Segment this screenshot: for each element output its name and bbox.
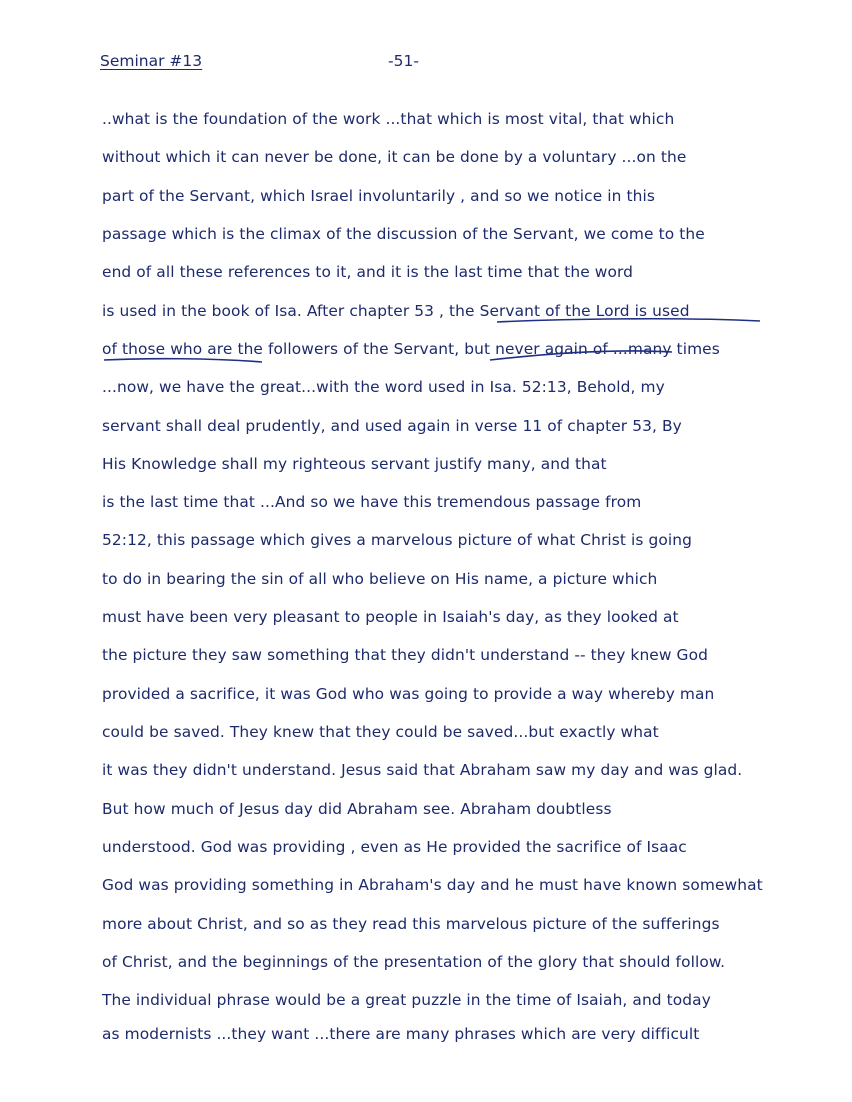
text-line: more about Christ, and so as they read this marvelous picture of the sufferings xyxy=(102,915,720,933)
text-line: 52:12, this passage which gives a marvelous picture of what Christ is going xyxy=(102,531,692,549)
text-line: God was providing something in Abraham's day and he must have known somewhat xyxy=(102,876,763,894)
seminar-label: Seminar #13 xyxy=(100,52,203,70)
text-line: part of the Servant, which Israel involuntarily , and so we notice in this xyxy=(102,187,655,205)
text-line: is the last time that ...And so we have this tremendous passage from xyxy=(102,493,642,511)
text-line: without which it can never be done, it can be done by a voluntary ...on the xyxy=(102,148,687,166)
text-line: The individual phrase would be a great puzzle in the time of Isaiah, and today xyxy=(102,991,711,1009)
text-line: passage which is the climax of the discussion of the Servant, we come to the xyxy=(102,225,705,243)
text-line: must have been very pleasant to people in Isaiah's day, as they looked at xyxy=(102,608,679,626)
text-line: servant shall deal prudently, and used again in verse 11 of chapter 53, By xyxy=(102,417,682,435)
text-line: is used in the book of Isa. After chapter 53 , the Servant of the Lord is used xyxy=(102,302,690,320)
text-line: it was they didn't understand. Jesus said that Abraham saw my day and was glad. xyxy=(102,761,743,779)
text-line: understood. God was providing , even as He provided the sacrifice of Isaac xyxy=(102,838,687,856)
text-line: as modernists ...they want ...there are many phrases which are very difficult xyxy=(102,1025,700,1043)
text-line: the picture they saw something that they didn't understand -- they knew God xyxy=(102,646,708,664)
text-line: ...now, we have the great...with the word used in Isa. 52:13, Behold, my xyxy=(102,378,665,396)
text-line: of Christ, and the beginnings of the presentation of the glory that should follow. xyxy=(102,953,726,971)
text-line: of those who are the followers of the Servant, but never again of ...many times xyxy=(102,340,720,358)
text-line: provided a sacrifice, it was God who was going to provide a way whereby man xyxy=(102,685,715,703)
text-line: ..what is the foundation of the work ...that which is most vital, that which xyxy=(102,110,675,128)
text-line: end of all these references to it, and it is the last time that the word xyxy=(102,263,633,281)
underline-followers xyxy=(104,359,262,362)
text-line: But how much of Jesus day did Abraham see. Abraham doubtless xyxy=(102,800,612,818)
text-line: could be saved. They knew that they could be saved...but exactly what xyxy=(102,723,659,741)
page-number: -51- xyxy=(388,52,419,70)
text-line: to do in bearing the sin of all who believe on His name, a picture which xyxy=(102,570,658,588)
text-line: His Knowledge shall my righteous servant justify many, and that xyxy=(102,455,607,473)
